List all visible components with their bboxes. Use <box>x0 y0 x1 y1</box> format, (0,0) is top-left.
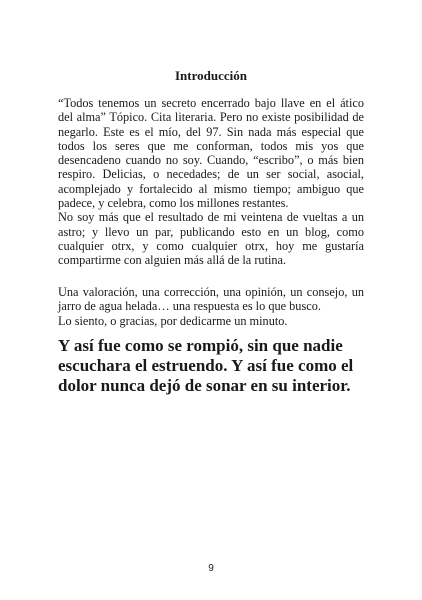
page-number: 9 <box>208 563 214 574</box>
paragraph-identity: No soy más que el resultado de mi veintena de vueltas a un astro; y llevo un par, publicando esto en un blog, como cualquier otrx, y como cualquier otrx, hoy me gustaría compartirme con alguien más allá de la rutina. <box>58 210 364 268</box>
body-text-block-1 <box>58 96 364 268</box>
body-text-block-2 <box>58 285 364 328</box>
paragraph-request: Una valoración, una corrección, una opinión, un consejo, un jarro de agua helada… una respuesta es lo que busco. <box>58 285 364 314</box>
paragraph-quote: “Todos tenemos un secreto encerrado bajo llave en el ático del alma” Tópico. Cita literaria. Pero no existe posibilidad de negarlo. Este es el mío, del 97. Sin nada más especial que todos los seres que me conforman, todos mis yos que desencadeno cuando no soy. Cuando, “escribo”, o más bien respiro. Delicias, o necedades; de un ser social, asocial, acomplejado y fortalecido al mismo tiempo; ambiguo que padece, y celebra, como los millones restantes. <box>58 96 364 211</box>
paragraph-thanks: Lo siento, o gracias, por dedicarme un minuto. <box>58 313 288 328</box>
emphasis-text: Y así fue como se rompió, sin que nadie escuchara el estruendo. Y así fue como el dolor nunca dejó de sonar en su interior. <box>58 336 354 395</box>
section-title: Introducción <box>175 68 247 83</box>
